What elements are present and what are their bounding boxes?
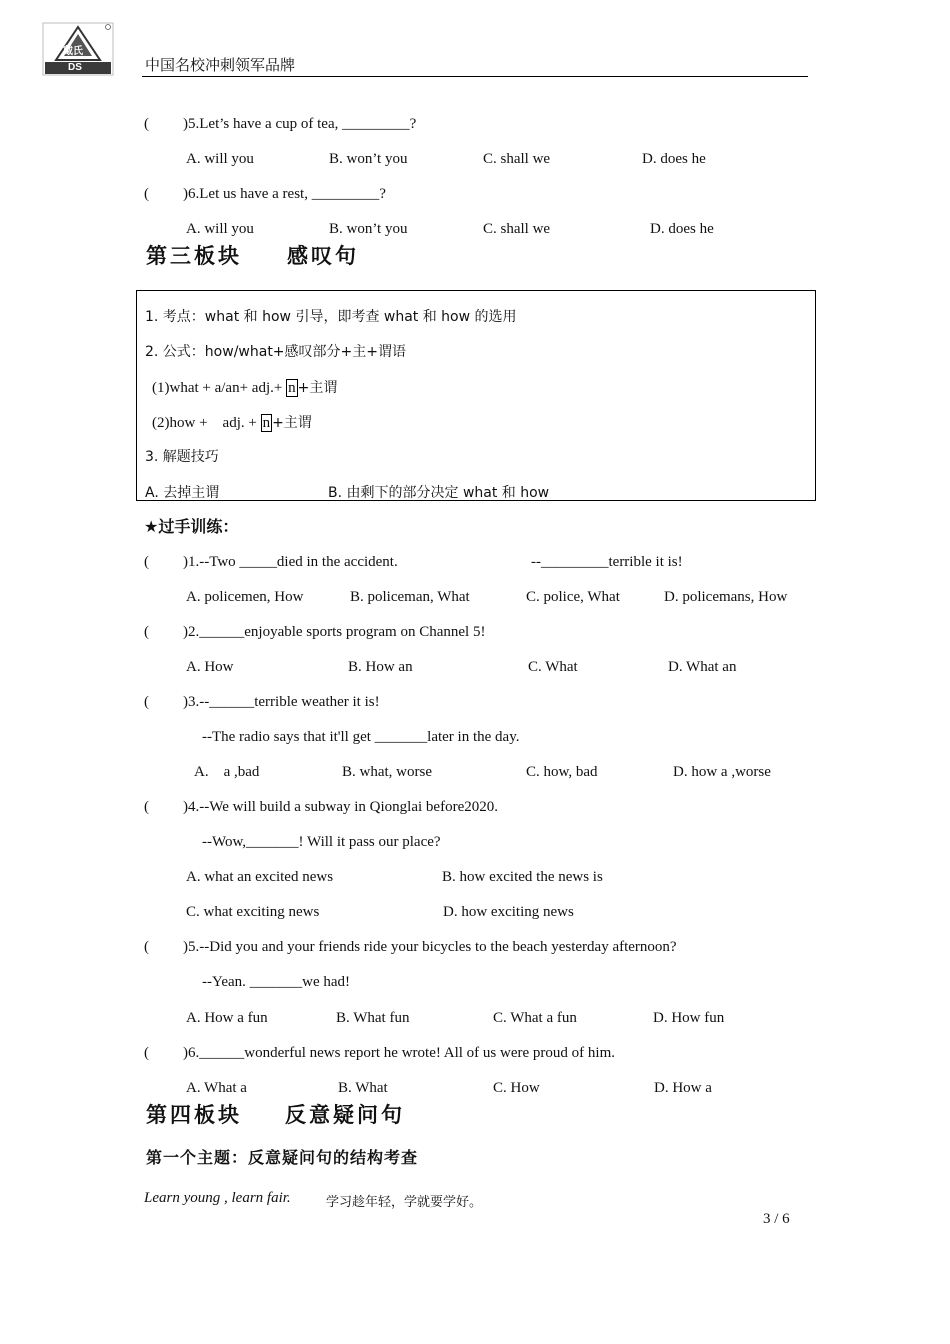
section3-title-left: 第三板块 [146,244,242,268]
option-c: C. police, What [526,589,620,605]
formula-text: (1)what + a/an+ adj.+ [152,380,287,396]
question-reply: --Yean. _______we had! [202,974,351,990]
answer-paren: ( [144,624,149,640]
question-number: 6 [188,186,196,202]
question-stem: )3.--______terrible weather it is! [183,694,380,710]
option-d: D. how exciting news [443,904,574,920]
question-stem: Let’s have a cup of tea, _________? [199,116,417,132]
brand-slogan: 中国名校冲刺领军品牌 [145,56,296,74]
option-c: C. What a fun [493,1010,577,1026]
question-reply: --Wow,_______! Will it pass our place? [202,834,441,850]
section4-title-left: 第四板块 [146,1103,242,1127]
footer-motto-en: Learn young , learn fair. [144,1190,291,1206]
section4-title-right: 反意疑问句 [285,1103,405,1127]
practice-title: ★过手训练： [144,517,239,536]
option-b: B. What [338,1080,388,1096]
option-c: C. what exciting news [186,904,320,920]
option-a: A. How a fun [186,1010,268,1026]
option-a: A. will you [186,151,254,167]
option-d: D. How fun [653,1010,725,1026]
question-stem: )1.--Two _____died in the accident. [183,554,398,570]
option-d: D. How a [654,1080,712,1096]
option-d: D. policemans, How [664,589,788,605]
option-c: C. shall we [483,151,551,167]
option-b: B. won’t you [329,221,408,237]
answer-paren: ( [144,799,149,815]
option-d: D. What an [668,659,737,675]
formula-text: (2)how + adj. + [152,415,261,431]
option-c: C. how, bad [526,764,598,780]
question-stem: )4.--We will build a subway in Qionglai before2020. [183,799,498,815]
option-a: A. policemen, How [186,589,304,605]
option-a: A. will you [186,221,254,237]
formula-suffix: +主谓 [297,380,338,396]
box-line-tips: 3. 解题技巧 [145,449,219,465]
option-d: D. does he [650,221,714,237]
noun-marker: n [288,380,296,396]
formula-suffix: +主谓 [272,415,312,431]
option-a: A. what an excited news [186,869,334,885]
answer-paren: ( [144,694,149,710]
box-line-key-point: 1. 考点：what 和 how 引导，即考查 what 和 how 的选用 [145,309,517,325]
option-c: C. What [528,659,578,675]
section3-title-right: 感叹句 [287,244,359,268]
option-d: D. how a ,worse [673,764,771,780]
answer-paren: ( [144,1045,149,1061]
answer-paren: ( [144,554,149,570]
logo-text-bottom: DS [68,62,82,73]
question-number: 5 [188,116,196,132]
section4-subtitle: 第一个主题：反意疑问句的结构考查 [146,1148,419,1167]
box-line-how-formula [152,412,312,432]
option-a: A. What a [186,1080,247,1096]
box-line-formula: 2. 公式：how/what+感叹部分+主+谓语 [145,344,406,360]
question-stem: )6.______wonderful news report he wrote! All of us were proud of him. [183,1045,615,1061]
question-reply: --The radio says that it'll get _______later in the day. [202,729,520,745]
option-c: C. shall we [483,221,551,237]
box-line-tip-a: A. 去掉主谓 [145,485,220,501]
logo-text-top: 戴氏 [63,46,83,57]
option-b: B. What fun [336,1010,410,1026]
option-b: B. what, worse [342,764,432,780]
question-reply: --_________terrible it is! [531,554,683,570]
header-divider [142,76,808,77]
box-line-tip-b: B. 由剩下的部分决定 what 和 how [328,485,550,501]
answer-paren: ( [144,116,149,132]
question-stem: )2.______enjoyable sports program on Channel 5! [183,624,486,640]
question-stem: )5.--Did you and your friends ride your bicycles to the beach yesterday afternoon? [183,939,677,955]
page-number: 3 / 6 [763,1211,790,1227]
option-a: A. How [186,659,234,675]
option-a: A. a ,bad [194,764,260,780]
question-stem: Let us have a rest, _________? [199,186,386,202]
answer-paren: ( [144,939,149,955]
box-line-what-formula [152,377,337,397]
answer-paren: ( [144,186,149,202]
option-b: B. won’t you [329,151,408,167]
option-d: D. does he [642,151,706,167]
option-c: C. How [493,1080,540,1096]
option-b: B. policeman, What [350,589,470,605]
footer-motto-cn: 学习趁年轻，学就要学好。 [326,1195,483,1210]
option-b: B. How an [348,659,413,675]
noun-marker: n [262,415,271,431]
option-b: B. how excited the news is [442,869,603,885]
